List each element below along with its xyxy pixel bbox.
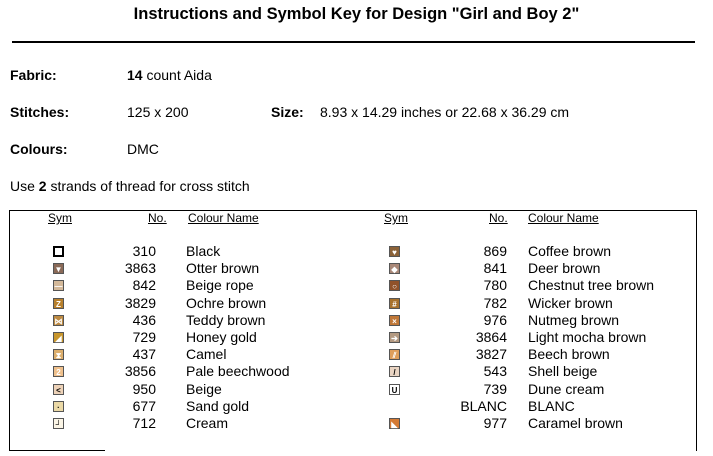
colour-name: Pale beechwood — [186, 363, 290, 379]
colour-number: 976 — [483, 312, 507, 328]
colour-number: 950 — [132, 381, 156, 397]
colour-name: Caramel brown — [528, 415, 623, 431]
colour-number: 3827 — [475, 346, 507, 362]
colour-name: Ochre brown — [186, 295, 267, 311]
digit-2-icon: 2 — [53, 366, 64, 377]
strands-pre: Use — [10, 178, 39, 194]
strands-count: 2 — [38, 178, 47, 194]
colours-label: Colours: — [10, 141, 68, 157]
arrow-icon: ➔ — [389, 332, 400, 343]
letter-z-icon: Z — [53, 298, 64, 309]
colour-number: 3856 — [124, 363, 156, 379]
bowtie-icon: ⋈ — [54, 317, 63, 326]
fabric-value — [127, 67, 212, 83]
strands-post: strands of thread for cross stitch — [46, 178, 250, 194]
fabric-label: Fabric: — [10, 67, 57, 83]
table-bottom-rule — [9, 450, 105, 451]
header-name-left: Colour Name — [188, 211, 259, 225]
hash-icon: # — [389, 298, 400, 309]
corner-icon: ┘ — [53, 418, 64, 429]
page-title: Instructions and Symbol Key for Design "Girl and Boy 2" — [133, 5, 580, 23]
fabric-count: 14 — [127, 67, 143, 83]
wedge-icon: ◢ — [53, 332, 64, 343]
triangle-down-icon: ▼ — [54, 265, 63, 274]
colour-number: 712 — [132, 415, 156, 431]
colour-number: 3863 — [124, 260, 156, 276]
header-sym-right: Sym — [384, 211, 408, 225]
colour-name: Nutmeg brown — [528, 312, 620, 328]
double-slash-icon: ⫽ — [389, 349, 400, 360]
colour-number: 3864 — [475, 329, 507, 345]
colour-name: Dune cream — [528, 381, 605, 397]
colour-number: 437 — [132, 346, 156, 362]
colour-number: 977 — [483, 415, 507, 431]
colour-name: Honey gold — [186, 329, 257, 345]
colour-number: 436 — [132, 312, 156, 328]
header-no-left: No. — [148, 211, 167, 225]
size-value: 8.93 x 14.29 inches or 22.68 x 36.29 cm — [320, 104, 570, 120]
colours-value: DMC — [127, 141, 159, 157]
hollow-square-icon — [53, 246, 64, 257]
triangle-corner-icon: ◣ — [389, 418, 400, 429]
colour-number: 841 — [483, 260, 507, 276]
colour-number: 739 — [483, 381, 507, 397]
header-sym-left: Sym — [48, 211, 72, 225]
colour-name: Beech brown — [528, 346, 610, 362]
cross-icon: × — [389, 315, 400, 326]
colour-number: 780 — [483, 277, 507, 293]
colour-number: 782 — [483, 295, 507, 311]
dash-icon: — — [54, 282, 63, 291]
colour-name: Teddy brown — [186, 312, 266, 328]
colour-name: BLANC — [528, 398, 575, 414]
colour-name: Wicker brown — [528, 295, 613, 311]
colour-number: 543 — [483, 363, 507, 379]
heart-icon: ♥ — [389, 246, 400, 257]
stitches-label: Stitches: — [10, 104, 70, 120]
header-name-right: Colour Name — [528, 211, 599, 225]
circle-icon: ○ — [389, 280, 400, 291]
hourglass-icon: ⧗ — [53, 349, 64, 360]
colour-number: BLANC — [460, 398, 507, 414]
colour-name: Coffee brown — [528, 243, 612, 259]
header-no-right: No. — [489, 211, 508, 225]
less-than-icon: < — [53, 384, 64, 395]
colour-name: Sand gold — [186, 398, 250, 414]
colour-name: Deer brown — [528, 260, 601, 276]
diamond-icon: ◆ — [389, 263, 400, 274]
colour-number: 677 — [132, 398, 156, 414]
colour-name: Chestnut tree brown — [528, 277, 655, 293]
slash-icon: / — [389, 366, 400, 377]
colour-number: 729 — [132, 329, 156, 345]
colour-number: 842 — [132, 277, 156, 293]
colour-name: Light mocha brown — [528, 329, 647, 345]
dot-icon: · — [53, 401, 64, 412]
u-shape-icon: U — [389, 384, 400, 395]
colour-name: Otter brown — [186, 260, 260, 276]
colour-number: 869 — [483, 243, 507, 259]
colour-name: Beige — [186, 381, 222, 397]
fabric-type: count Aida — [142, 67, 212, 83]
size-label: Size: — [271, 104, 304, 120]
stitches-value: 125 x 200 — [127, 104, 189, 120]
colour-name: Cream — [186, 415, 229, 431]
colour-name: Black — [186, 243, 221, 259]
colour-name: Shell beige — [528, 363, 598, 379]
colour-name: Beige rope — [186, 277, 254, 293]
colour-number: 310 — [132, 243, 156, 259]
title-divider — [12, 41, 695, 43]
strands-instruction — [10, 178, 250, 194]
colour-number: 3829 — [124, 295, 156, 311]
colour-name: Camel — [186, 346, 227, 362]
